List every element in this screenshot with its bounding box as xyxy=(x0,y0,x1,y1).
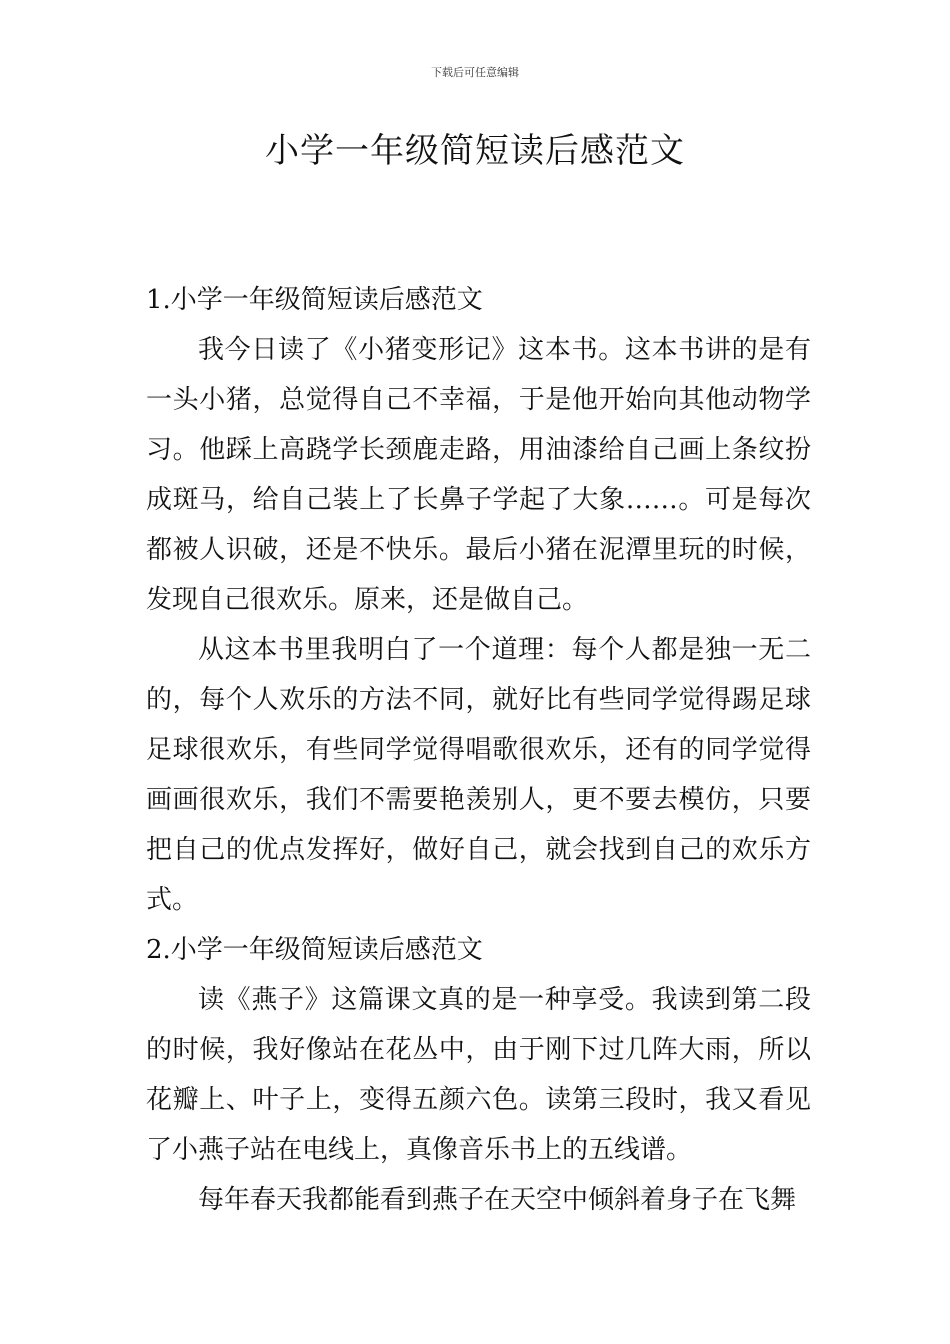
body-paragraph: 每年春天我都能看到燕子在天空中倾斜着身子在飞舞 xyxy=(198,1185,797,1215)
header-note: 下载后可任意编辑 xyxy=(431,66,519,79)
body-paragraph: 从这本书里我明白了一个道理：每个人都是独一无二的，每个人欢乐的方法不同，就好比有些同学觉得踢足球足球很欢乐，有些同学觉得唱歌很欢乐，还有的同学觉得画画很欢乐，我们不需要艳羡别人，更不要去模仿，只要把自己的优点发挥好，做好自己，就会找到自己的欢乐方式。 xyxy=(146,635,811,915)
section-heading: 1.小学一年级简短读后感范文 xyxy=(146,285,483,315)
body-paragraph: 读《燕子》这篇课文真的是一种享受。我读到第二段的时候，我好像站在花丛中，由于刚下过几阵大雨，所以花瓣上、叶子上，变得五颜六色。读第三段时，我又看见了小燕子站在电线上，真像音乐书上的五线谱。 xyxy=(146,985,811,1165)
document-body xyxy=(146,275,811,1225)
document-title: 小学一年级简短读后感范文 xyxy=(265,131,685,171)
body-paragraph: 我今日读了《小猪变形记》这本书。这本书讲的是有一头小猪，总觉得自己不幸福，于是他开始向其他动物学习。他踩上高跷学长颈鹿走路，用油漆给自己画上条纹扮成斑马，给自己装上了长鼻子学起了大象……。可是每次都被人识破，还是不快乐。最后小猪在泥潭里玩的时候，发现自己很欢乐。原来，还是做自己。 xyxy=(146,335,811,615)
section-heading: 2.小学一年级简短读后感范文 xyxy=(146,935,483,965)
